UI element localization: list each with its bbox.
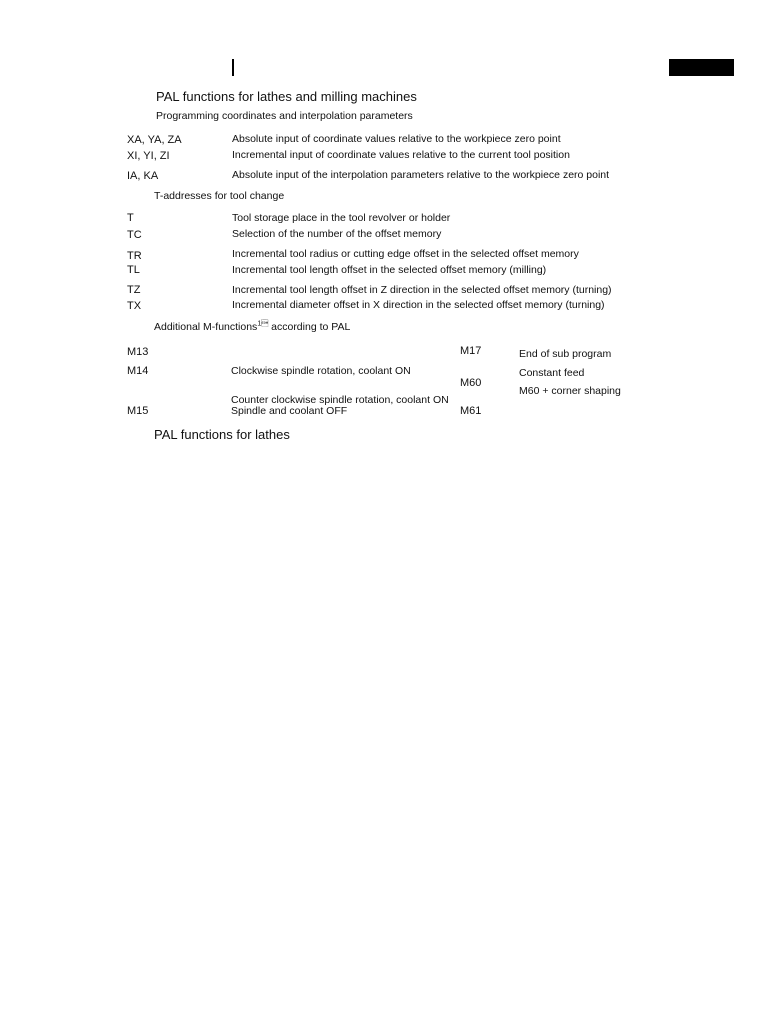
code-label: TZ xyxy=(127,284,141,296)
black-header-block xyxy=(669,59,734,76)
code-label: IA, KA xyxy=(127,170,159,182)
heading-suffix: according to PAL xyxy=(268,321,351,333)
section-heading-coordinates: Programming coordinates and interpolation parameters xyxy=(156,110,413,122)
section-title-lathes: PAL functions for lathes xyxy=(154,427,290,442)
m-code-description: Constant feed xyxy=(519,367,585,379)
code-label: TL xyxy=(127,264,140,276)
code-description: Incremental diameter offset in X direction in the selected offset memory (turning) xyxy=(232,299,605,311)
section-heading-t-addresses: T-addresses for tool change xyxy=(154,190,285,202)
code-description: Incremental input of coordinate values relative to the current tool position xyxy=(232,149,570,161)
m-code-description: End of sub program xyxy=(519,348,612,360)
code-description: Tool storage place in the tool revolver or holder xyxy=(232,212,451,224)
code-description: Incremental tool length offset in the selected offset memory (milling) xyxy=(232,264,547,276)
code-label: T xyxy=(127,212,134,224)
m-code-label: M14 xyxy=(127,365,149,377)
code-label: TX xyxy=(127,300,142,312)
footnote-marker: 1 xyxy=(257,320,269,328)
m-code-label: M60 xyxy=(460,377,482,389)
code-label: XI, YI, ZI xyxy=(127,150,170,162)
page-title: PAL functions for lathes and milling machines xyxy=(156,89,417,104)
code-description: Absolute input of the interpolation parameters relative to the workpiece zero point xyxy=(232,169,610,181)
m-code-label: M15 xyxy=(127,405,149,417)
code-description: Selection of the number of the offset memory xyxy=(232,228,442,240)
m-code-description: Clockwise spindle rotation, coolant ON xyxy=(231,365,411,377)
m-code-description: Spindle and coolant OFF xyxy=(231,405,348,417)
code-description: Absolute input of coordinate values relative to the workpiece zero point xyxy=(232,133,561,145)
text-cursor-bar xyxy=(232,59,234,76)
section-heading-m-functions xyxy=(154,322,350,333)
code-label: TC xyxy=(127,229,142,241)
m-code-description: M60 + corner shaping xyxy=(519,385,621,397)
code-label: TR xyxy=(127,250,142,262)
m-code-label: M61 xyxy=(460,405,482,417)
m-code-label: M13 xyxy=(127,346,149,358)
m-code-description: Counter clockwise spindle rotation, coolant ON xyxy=(231,394,449,406)
code-label: XA, YA, ZA xyxy=(127,134,182,146)
code-description: Incremental tool length offset in Z direction in the selected offset memory (turning) xyxy=(232,284,612,296)
heading-text: Additional M-functions xyxy=(154,321,258,333)
m-code-label: M17 xyxy=(460,345,482,357)
code-description: Incremental tool radius or cutting edge offset in the selected offset memory xyxy=(232,248,579,260)
